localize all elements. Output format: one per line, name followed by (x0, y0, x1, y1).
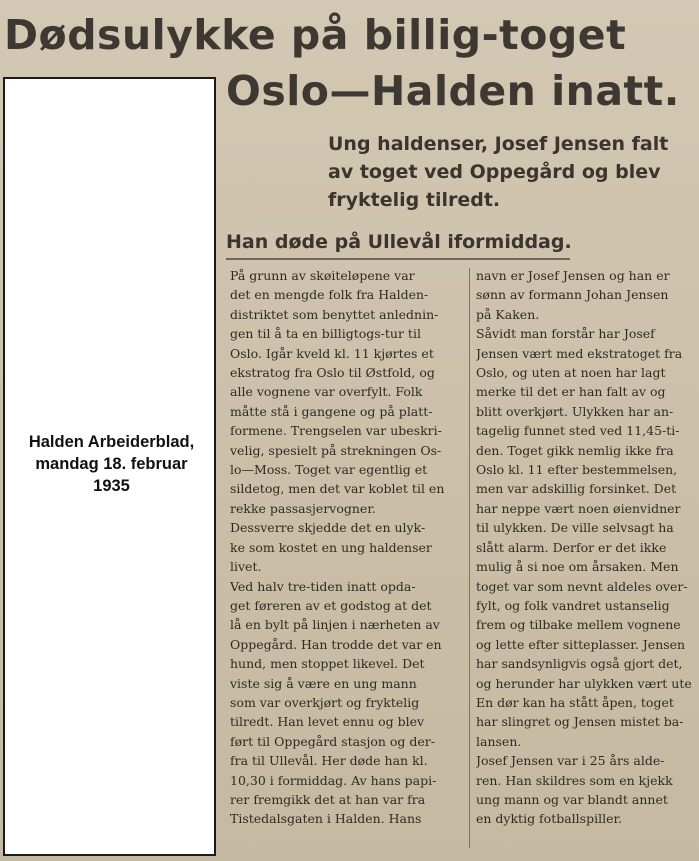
article-text-line: på Kaken. (476, 306, 540, 322)
article-text-line: velig, spesielt på strekningen Os- (230, 442, 442, 458)
article-text-line: ung mann og var blandt annet (476, 791, 668, 807)
article-text-line: har sandsynligvis også gjort det, (476, 656, 683, 672)
article-text-line: hund, men stoppet likevel. Det (230, 656, 425, 672)
article-text-line: ekstratog fra Oslo til Østfold, og (230, 365, 435, 381)
article-text-line: sildetog, men det var koblet til en (230, 481, 445, 497)
article-text-line: fra til Ullevål. Her døde han kl. (230, 753, 428, 769)
article-text-line: men var adskillig forsinket. Det (476, 481, 677, 497)
article-text-line: livet. (230, 559, 262, 575)
article-text-line: rekke passasjervogner. (230, 500, 376, 516)
article-text-line: Oslo, og uten at noen har lagt (476, 365, 666, 381)
article-column-1 (230, 266, 466, 829)
article-text-line: har slingret og Jensen mistet ba- (476, 714, 684, 730)
article-text-line: sønn av formann Johan Jensen (476, 287, 669, 303)
article-text-line: get føreren av et godstog at det (230, 597, 432, 613)
article-text-line: 10,30 i formiddag. Av hans papi- (230, 772, 437, 788)
article-text-line: gen til å ta en billigtogs-tur til (230, 326, 421, 342)
article-text-line: mulig å si noe om årsaken. Men (476, 559, 679, 575)
article-text-line: til ulykken. De ville selvsagt ha (476, 520, 674, 536)
subheadline-line: av toget ved Oppegård og blev (328, 161, 661, 183)
article-text-line: lå en bylt på linjen i nærheten av (230, 617, 440, 633)
article-text-line: frem og tilbake mellem vognene (476, 617, 681, 633)
caption-line-year: 1935 (93, 477, 130, 495)
article-text-line: formene. Trengselen var ubeskri- (230, 423, 442, 439)
secondary-subheadline: Han døde på Ullevål iformiddag. (226, 231, 572, 253)
headline-divider (226, 258, 570, 260)
article-text-line: Dessverre skjedde det en ulyk- (230, 520, 426, 536)
article-text-line: navn er Josef Jensen og han er (476, 268, 670, 283)
article-text-line: Oslo. Igår kveld kl. 11 kjørtes et (230, 345, 434, 361)
article-text-line: Oslo kl. 11 efter bestemmelsen, (476, 462, 678, 478)
article-text-line: tilredt. Han levet ennu og blev (230, 714, 425, 730)
article-text-line: Oppegård. Han trodde det var en (230, 636, 442, 652)
article-text-line: ren. Han skildres som en kjekk (476, 772, 673, 788)
headline-line-2: Oslo—Halden inatt. (226, 67, 680, 115)
article-text-line: viste sig å være en ung mann (230, 675, 417, 691)
article-text-line: Josef Jensen var i 25 års alde- (476, 753, 665, 769)
article-text-line: Ved halv tre-tiden inatt opda- (230, 578, 416, 594)
subheadline-line: Ung haldenser, Josef Jensen falt (328, 133, 669, 155)
subheadline (328, 130, 690, 214)
article-text-line: distriktet som benyttet anlednin- (230, 306, 439, 322)
article-text-line: toget var som nevnt aldeles over- (476, 578, 688, 594)
article-text-line: den. Toget gikk nemlig ikke fra (476, 442, 674, 458)
article-text-line: blitt overkjørt. Ulykken har an- (476, 403, 674, 419)
article-text-line: På grunn av skøiteløpene var (230, 268, 415, 283)
column-divider (469, 268, 470, 848)
article-text-line: Tistedalsgaten i Halden. Hans (230, 811, 422, 827)
article-column-2 (476, 266, 696, 829)
article-text-line: fylt, og folk vandret ustanselig (476, 597, 670, 613)
caption-line-publication: Halden Arbeiderblad, (28, 433, 195, 451)
article-text-line: og herunder har ulykken vært ute (476, 675, 692, 691)
headline-line-1: Dødsulykke på billig-toget (4, 11, 627, 59)
article-text-line: måtte stå i gangene og på platt- (230, 403, 433, 419)
article-text-line: det en mengde folk fra Halden- (230, 287, 429, 303)
article-text-line: lo—Moss. Toget var egentlig et (230, 462, 428, 478)
article-text-line: En dør kan ha stått åpen, toget (476, 694, 674, 710)
article-text-line: lansen. (476, 733, 522, 749)
article-text-line: ke som kostet en ung haldenser (230, 539, 432, 555)
article-text-line: rer fremgikk det at han var fra (230, 791, 426, 807)
article-text-line: merke til det er han falt av og (476, 384, 666, 400)
article-text-line: Såvidt man forstår har Josef (476, 326, 655, 342)
article-text-line: slått alarm. Derfor er det ikke (476, 539, 667, 555)
article-text-line: har neppe vært noen øienvidner (476, 500, 681, 516)
caption-panel (3, 77, 216, 856)
article-text-line: og lette efter sitteplasser. Jensen (476, 636, 686, 652)
article-text-line: ført til Oppegård stasjon og der- (230, 733, 435, 749)
article-text-line: en dyktig fotballspiller. (476, 811, 623, 827)
subheadline-line: fryktelig tilredt. (328, 189, 501, 211)
article-text-line: som var overkjørt og fryktelig (230, 694, 420, 710)
article-text-line: alle vognene var overfylt. Folk (230, 384, 423, 400)
caption-text (5, 431, 218, 497)
article-text-line: tagelig funnet sted ved 11,45-ti- (476, 423, 680, 439)
article-text-line: Jensen vært med ekstratoget fra (476, 345, 683, 361)
caption-line-date: mandag 18. februar (35, 455, 188, 473)
